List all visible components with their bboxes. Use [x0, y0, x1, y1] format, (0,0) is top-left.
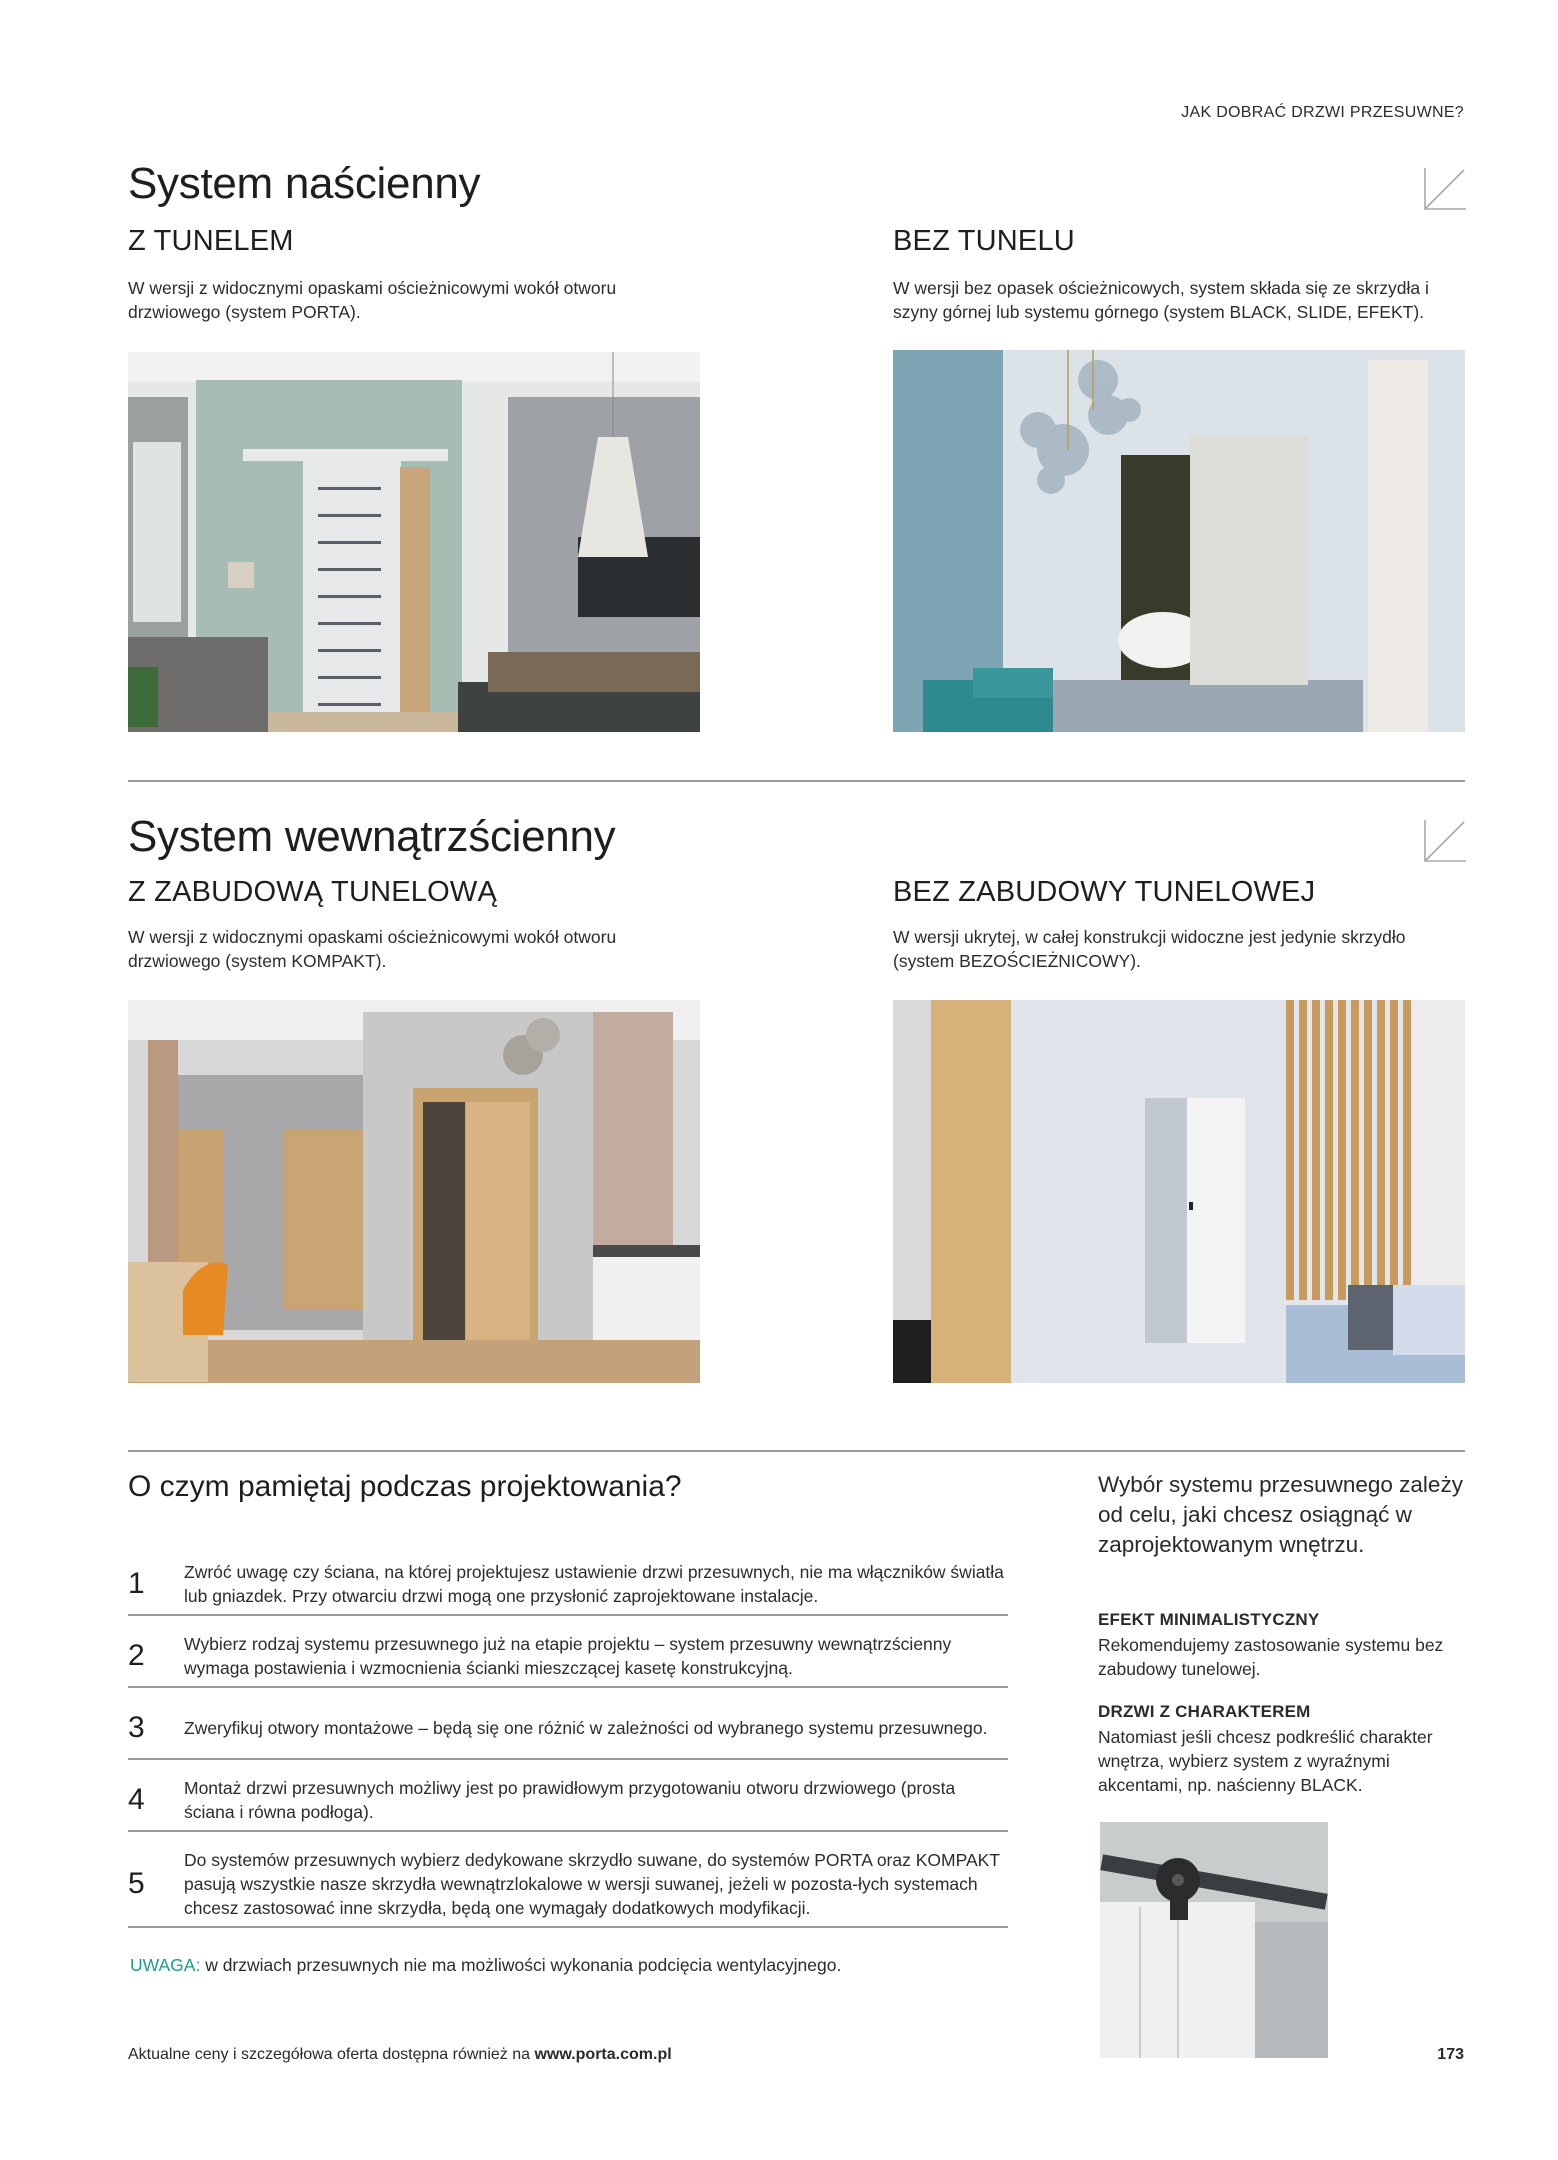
section-title-in-wall: System wewnątrzścienny	[128, 812, 616, 861]
text-bez-tunelu: W wersji bez opasek ościeżnicowych, system składa się ze skrzydła i szyny górnej lub systemu górnego (system BLACK, SLIDE, EFEKT).	[893, 278, 1429, 322]
tip-text: Do systemów przesuwnych wybierz dedykowane skrzydło suwane, do systemów PORTA oraz KOMPAKT pasują wszystkie nasze skrzydła wewnątrzlokalowe w wersji suwanej, jeżeli w pozosta-łych systemach chcesz zastosować inne skrzydła, będą one wymagały dodatkowych modyfikacji.	[184, 1850, 1000, 1918]
diagonal-arrow-icon	[1424, 168, 1466, 210]
section-title-wall: System naścienny	[128, 159, 481, 208]
photo-bez-tunelu	[893, 350, 1465, 732]
heading-z-tunelem: Z TUNELEM	[128, 225, 294, 257]
tip-text: Wybierz rodzaj systemu przesuwnego już na etapie projektu – system przesuwny wewnątrzścienny wymaga postawienia i wzmocnienia ścianki mieszczącej kasetę konstrukcyjną.	[184, 1634, 952, 1678]
tip-item	[128, 1626, 1008, 1688]
tip-number: 1	[128, 1567, 145, 1600]
photo-bez-zabudowy	[893, 1000, 1465, 1383]
aside-heading-character: DRZWI Z CHARAKTEREM	[1098, 1702, 1311, 1721]
tip-item	[128, 1698, 1008, 1760]
aside-lead: Wybór systemu przesuwnego zależy od celu, jaki chcesz osiągnąć w zaprojektowanym wnętrzu.	[1098, 1472, 1463, 1557]
aside-text-character: Natomiast jeśli chcesz podkreślić charakter wnętrza, wybierz system z wyraźnymi akcentami, np. naścienny BLACK.	[1098, 1727, 1433, 1795]
tip-number: 2	[128, 1639, 145, 1672]
text-z-tunelem: W wersji z widocznymi opaskami ościeżnicowymi wokół otworu drzwiowego (system PORTA).	[128, 278, 617, 322]
text-bez-zabudowy: W wersji ukrytej, w całej konstrukcji widoczne jest jedynie skrzydło (system BEZOŚCIEŻNICOWY).	[893, 927, 1406, 971]
footer-text	[128, 2046, 672, 2064]
page-number: 173	[1437, 2046, 1464, 2063]
note-text: w drzwiach przesuwnych nie ma możliwości wykonania podcięcia wentylacyjnego.	[200, 1955, 842, 1975]
tip-text: Montaż drzwi przesuwnych możliwy jest po prawidłowym przygotowaniu otworu drzwiowego (prosta ściana i równa podłoga).	[184, 1778, 956, 1822]
footer-caption: Aktualne ceny i szczegółowa oferta dostępna również na	[128, 2046, 535, 2063]
text-z-zabudowa: W wersji z widocznymi opaskami ościeżnicowymi wokół otworu drzwiowego (system KOMPAKT).	[128, 927, 617, 971]
running-head: JAK DOBRAĆ DRZWI PRZESUWNE?	[1181, 104, 1464, 121]
heading-bez-zabudowy: BEZ ZABUDOWY TUNELOWEJ	[893, 876, 1316, 908]
aside-text-minimal: Rekomendujemy zastosowanie systemu bez zabudowy tunelowej.	[1098, 1635, 1444, 1679]
footer-link[interactable]: www.porta.com.pl	[534, 2046, 672, 2063]
note-label: UWAGA:	[130, 1955, 201, 1975]
tip-number: 5	[128, 1867, 145, 1900]
photo-black-hardware	[1100, 1822, 1328, 2058]
heading-z-zabudowa: Z ZABUDOWĄ TUNELOWĄ	[128, 876, 498, 908]
tip-item	[128, 1770, 1008, 1832]
tips-title: O czym pamiętaj podczas projektowania?	[128, 1470, 682, 1503]
heading-bez-tunelu: BEZ TUNELU	[893, 225, 1075, 257]
tip-number: 4	[128, 1783, 145, 1816]
tip-text: Zweryfikuj otwory montażowe – będą się one różnić w zależności od wybranego systemu przesuwnego.	[184, 1718, 988, 1738]
tip-text: Zwróć uwagę czy ściana, na której projektujesz ustawienie drzwi przesuwnych, nie ma włączników światła lub gniazdek. Przy otwarciu drzwi mogą one przysłonić zaprojektowane instalacje.	[184, 1562, 1004, 1606]
tip-item	[128, 1554, 1008, 1616]
photo-z-tunelem	[128, 352, 700, 732]
section-divider	[128, 1450, 1465, 1452]
tip-number: 3	[128, 1711, 145, 1744]
tip-item	[128, 1842, 1008, 1928]
section-divider	[128, 780, 1465, 782]
diagonal-arrow-icon	[1424, 820, 1466, 862]
note	[130, 1955, 841, 1976]
aside-heading-minimal: EFEKT MINIMALISTYCZNY	[1098, 1610, 1320, 1629]
photo-z-zabudowa	[128, 1000, 700, 1383]
